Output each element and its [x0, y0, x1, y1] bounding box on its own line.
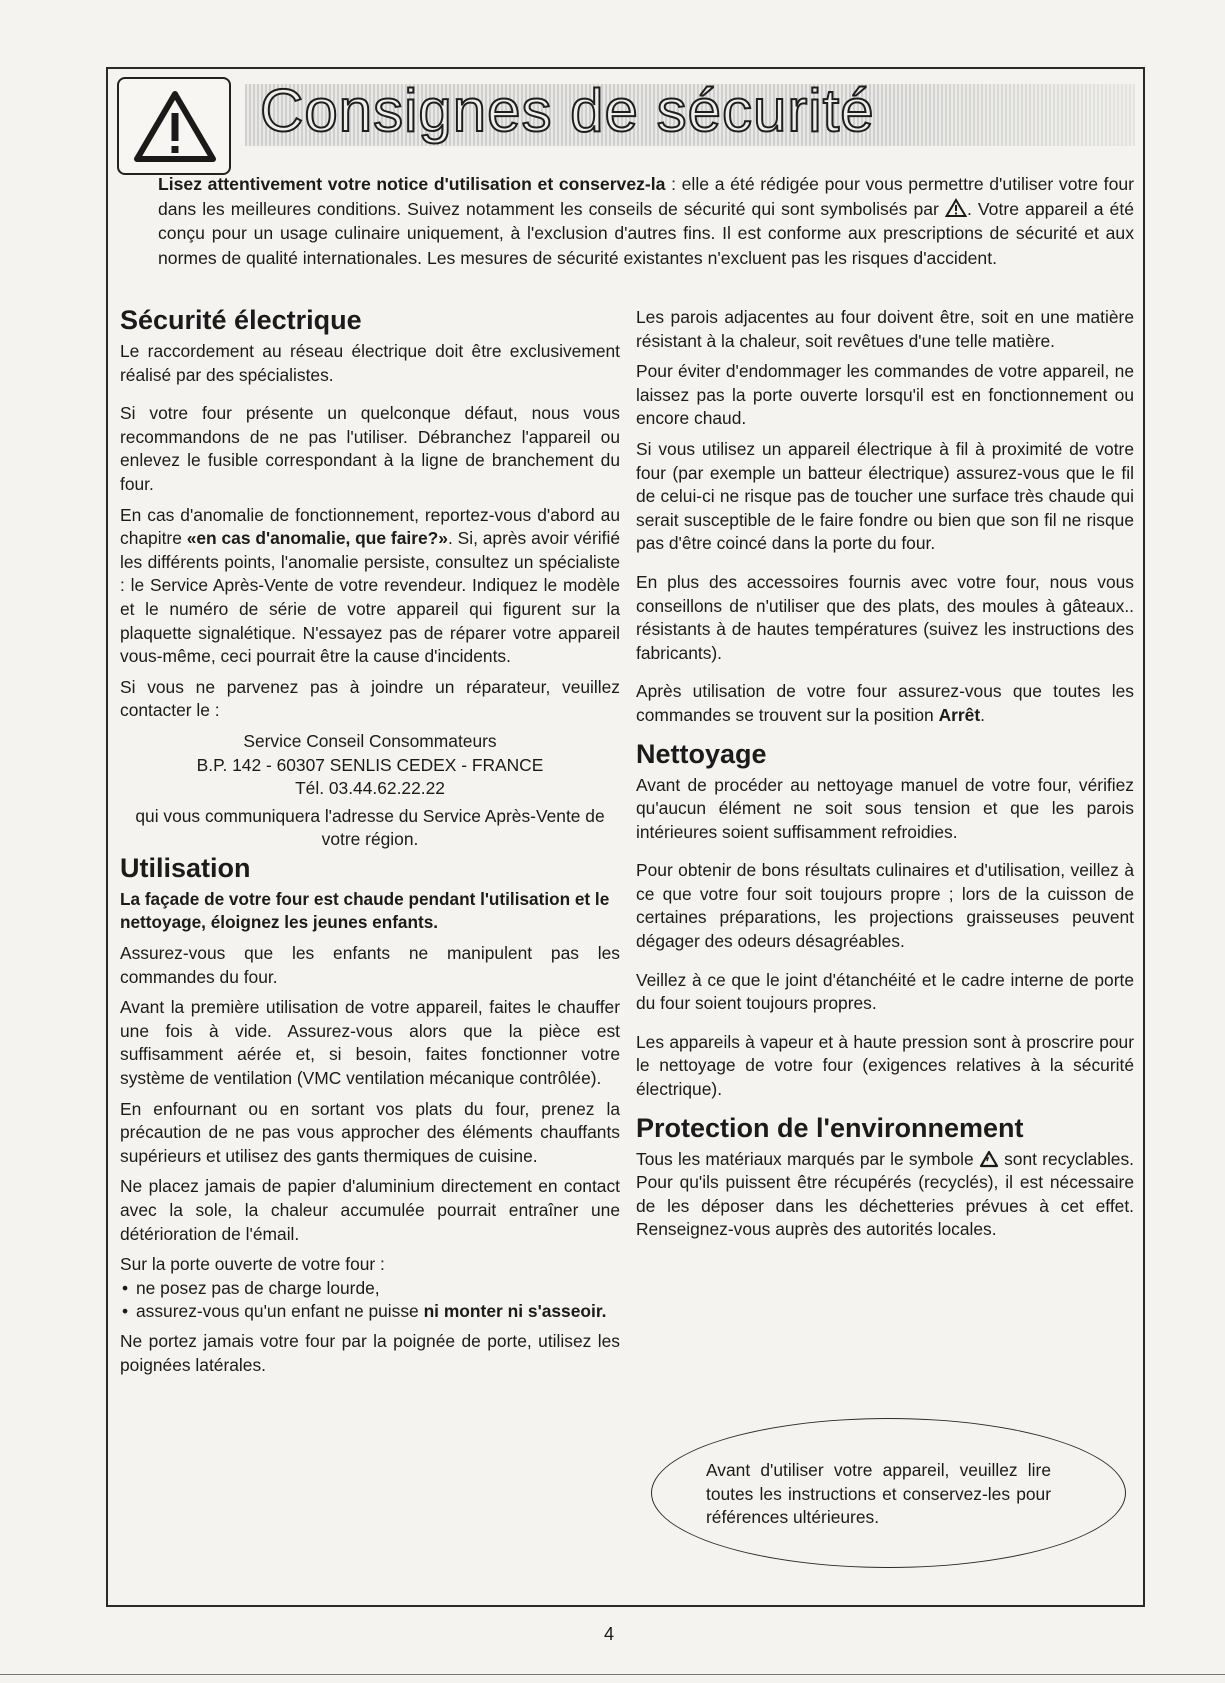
warning-triangle-icon	[945, 198, 967, 218]
intro-paragraph	[158, 172, 1134, 270]
page-number: 4	[604, 1624, 615, 1644]
recycle-icon	[979, 1150, 999, 1168]
nettoyage-p4: Les appareils à vapeur et à haute pression sont à proscrire pour le nettoyage de votre four (exigences relatives à la sécurité électrique).	[636, 1031, 1134, 1100]
utilisation-p4: Ne placez jamais de papier d'aluminium directement en contact avec la sole, la chaleur accumulée pourrait entraîner une détérioration de l'émail.	[120, 1176, 620, 1244]
securite-p2: Si votre four présente un quelconque défaut, nous vous recommandons de ne pas l'utiliser. Débranchez l'appareil ou enlevez le fusible correspondant à la ligne de branchement du four.	[120, 403, 620, 494]
utilisation-p2: Avant la première utilisation de votre appareil, faites le chauffer une fois à vide. Assurez-vous alors que la pièce est suffisamment aérée et, si besoin, faites fonctionner votre système de ventilation (VMC ventilation mécanique contrôlée).	[120, 997, 620, 1089]
right-p5-text: Après utilisation de votre four assurez-vous que toutes les commandes se trouvent sur la position	[636, 681, 1134, 725]
heading-environnement: Protection de l'environnement	[636, 1112, 1024, 1143]
note-text: Avant d'utiliser votre appareil, veuillez lire toutes les instructions et conservez-les pour références ultérieures.	[706, 1460, 1051, 1528]
list-item-bold: ni monter ni s'asseoir.	[423, 1301, 607, 1322]
right-p4: En plus des accessoires fournis avec votre four, nous vous conseillons de n'utiliser que des plats, des moules à gâteaux.. résistants à de hautes températures (suivez les instructions des fabricants).	[636, 571, 1134, 663]
right-column	[636, 306, 1134, 1249]
securite-p3-text: En cas d'anomalie de fonctionnement, reportez-vous d'abord au chapitre	[120, 504, 620, 549]
address-line-3: Tél. 03.44.62.22.22	[295, 778, 445, 799]
securite-p3	[120, 504, 620, 669]
door-bullet-list	[120, 1277, 620, 1324]
securite-p1: Le raccordement au réseau électrique doit être exclusivement réalisé par des spécialistes.	[120, 341, 620, 385]
nettoyage-p3: Veillez à ce que le joint d'étanchéité et le cadre interne de porte du four soient toujours propres.	[636, 969, 1134, 1014]
utilisation-p1: Assurez-vous que les enfants ne manipulent pas les commandes du four.	[120, 943, 620, 987]
utilisation-p5: Sur la porte ouverte de votre four :	[120, 1254, 385, 1275]
heading-securite: Sécurité électrique	[120, 305, 362, 335]
list-item-text: assurez-vous qu'un enfant ne puisse	[136, 1301, 424, 1322]
page-bottom-rule	[0, 1674, 1225, 1675]
right-p1: Les parois adjacentes au four doivent être, soit en une matière résistant à la chaleur, soit revêtues d'une telle matière.	[636, 307, 1134, 351]
environnement-text-end: sont recyclables. Pour qu'ils puissent être récupérés (recyclés), il est nécessaire de les déposer dans les déchetteries prévues à cet effet. Renseignez-vous auprès des autorités locales.	[636, 1148, 1135, 1240]
intro-bold: Lisez attentivement votre notice d'utilisation et conservez-la	[158, 174, 666, 194]
securite-p3-text-end: . Si, après avoir vérifié les différents points, l'anomalie persiste, consultez un spécialiste : le Service Après-Vente de votre revendeur. Indiquez le modèle et le numéro de série de votre appareil qui figurent sur la plaquette signalétique. N'essayez pas de réparer votre appareil vous-même, ceci pourrait être la cause d'incidents.	[120, 528, 620, 667]
list-item	[120, 1300, 620, 1324]
utilisation-p3: En enfournant ou en sortant vos plats du four, prenez la précaution de ne pas vous approcher des éléments chauffants supérieurs et utilisez des gants thermiques de cuisine.	[120, 1098, 620, 1166]
intro-text-2: . Votre appareil a été conçu pour un usage culinaire uniquement, à l'exclusion d'autres fins. Il est conforme aux prescriptions de sécurité et aux normes de qualité internationales. Les mesures de sécurité existantes n'excluent pas les risques d'accident.	[158, 198, 1134, 268]
intro-text-1: : elle a été rédigée pour vous permettre d'utiliser votre four dans les meilleures conditions. Suivez notamment les conseils de sécurité qui sont symbolisés par	[158, 174, 1134, 219]
left-column	[120, 304, 620, 1384]
utilisation-p6: Ne portez jamais votre four par la poignée de porte, utilisez les poignées latérales.	[120, 1330, 620, 1375]
list-item: • ne posez pas de charge lourde,	[120, 1277, 620, 1301]
right-p3: Si vous utilisez un appareil électrique à fil à proximité de votre four (par exemple un batteur électrique) assurez-vous que le fil de celui-ci ne risque pas de toucher une surface très chaude qui serait susceptible de le faire fondre ou bien que son fil ne risque pas d'être coincé dans la porte du four.	[636, 438, 1134, 554]
nettoyage-p2: Pour obtenir de bons résultats culinaires et d'utilisation, veillez à ce que votre four soit toujours propre ; lors de la cuisson de certaines préparations, les projections graisseuses peuvent dégager des odeurs désagréables.	[636, 860, 1134, 952]
address-line-4: qui vous communiquera l'adresse du Service Après-Vente de votre région.	[135, 805, 605, 850]
nettoyage-p1: Avant de procéder au nettoyage manuel de votre four, vérifiez qu'aucun élément ne soit sous tension et que les parois intérieures soient suffisamment refroidies.	[636, 774, 1134, 842]
right-p5-bold: Arrêt	[938, 704, 981, 725]
environnement-p1	[636, 1148, 1134, 1242]
utilisation-warning: La façade de votre four est chaude pendant l'utilisation et le nettoyage, éloignez les jeunes enfants.	[120, 888, 610, 933]
warning-triangle-icon	[133, 89, 217, 165]
warning-box	[117, 77, 231, 175]
right-p5-end: .	[980, 704, 985, 725]
heading-nettoyage: Nettoyage	[636, 738, 767, 769]
securite-p3-bold: «en cas d'anomalie, que faire?»	[186, 528, 448, 549]
address-line-2: B.P. 142 - 60307 SENLIS CEDEX - FRANCE	[196, 754, 544, 775]
heading-utilisation: Utilisation	[120, 852, 251, 883]
environnement-text: Tous les matériaux marqués par le symbole	[636, 1148, 979, 1169]
address-line-1: Service Conseil Consommateurs	[243, 730, 497, 751]
securite-p4: Si vous ne parvenez pas à joindre un réparateur, veuillez contacter le :	[120, 676, 620, 721]
page-title: Consignes de sécurité	[260, 77, 875, 144]
right-p2: Pour éviter d'endommager les commandes de votre appareil, ne laissez pas la porte ouverte lorsqu'il est en fonctionnement ou encore chaud.	[636, 361, 1134, 429]
right-p5	[636, 680, 1134, 727]
